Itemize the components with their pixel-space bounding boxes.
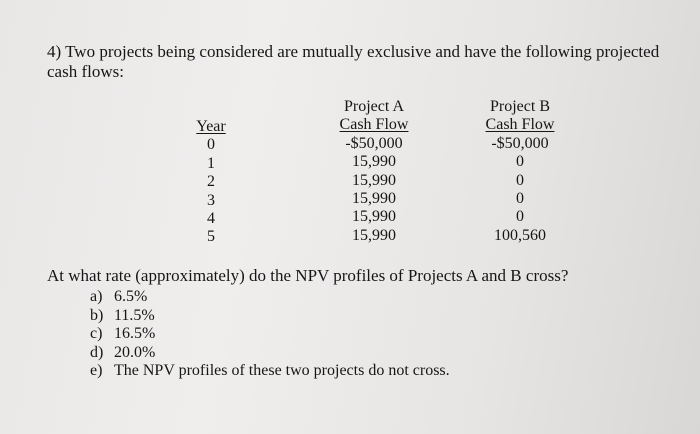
project-b-subtitle: Cash Flow — [485, 116, 555, 134]
project-a-cell: 15,990 — [352, 171, 396, 189]
option-text: 11.5% — [114, 306, 155, 324]
question-text: 4) Two projects being considered are mutually exclusive and have the following projected cash flows: — [47, 42, 660, 81]
option-a — [90, 288, 450, 307]
project-a-cell: -$50,000 — [345, 134, 403, 152]
project-a-subtitle: Cash Flow — [339, 116, 409, 134]
option-e — [90, 362, 450, 381]
year-cell: 4 — [207, 210, 215, 228]
option-text: 20.0% — [114, 343, 156, 361]
year-header: Year — [196, 118, 226, 135]
project-b-cell: 0 — [516, 153, 524, 171]
year-cell: 1 — [207, 154, 215, 172]
option-c — [90, 325, 450, 344]
project-b-cell: 100,560 — [494, 226, 546, 244]
project-b-cell: 0 — [516, 208, 524, 226]
year-cell: 0 — [207, 136, 215, 154]
answer-options — [90, 288, 450, 381]
option-letter: e) — [90, 362, 103, 379]
option-letter: b) — [90, 306, 104, 324]
option-text: The NPV profiles of these two projects do not cross. — [114, 362, 450, 379]
project-b-column — [474, 98, 566, 245]
project-a-cell: 15,990 — [352, 226, 396, 244]
project-a-title: Project A — [344, 98, 404, 115]
project-a-cell: 15,990 — [352, 153, 396, 171]
project-b-cell: 0 — [516, 171, 524, 189]
year-cell: 3 — [207, 191, 215, 209]
option-text: 16.5% — [114, 325, 156, 342]
option-letter: a) — [90, 288, 103, 305]
option-d — [90, 344, 450, 363]
project-b-cell: -$50,000 — [491, 134, 549, 152]
project-a-cell: 15,990 — [352, 208, 396, 226]
year-cell: 2 — [207, 173, 215, 191]
option-letter: d) — [90, 343, 104, 361]
project-b-cell: 0 — [516, 190, 524, 208]
year-cell: 5 — [207, 228, 215, 246]
option-text: 6.5% — [114, 288, 148, 305]
project-b-title: Project B — [490, 98, 550, 115]
project-a-column — [326, 98, 422, 245]
project-a-cell: 15,990 — [352, 190, 396, 208]
year-column — [190, 118, 232, 247]
prompt-text: At what rate (approximately) do the NPV profiles of Projects A and B cross? — [47, 266, 569, 285]
option-b — [90, 307, 450, 326]
option-letter: c) — [90, 325, 103, 342]
